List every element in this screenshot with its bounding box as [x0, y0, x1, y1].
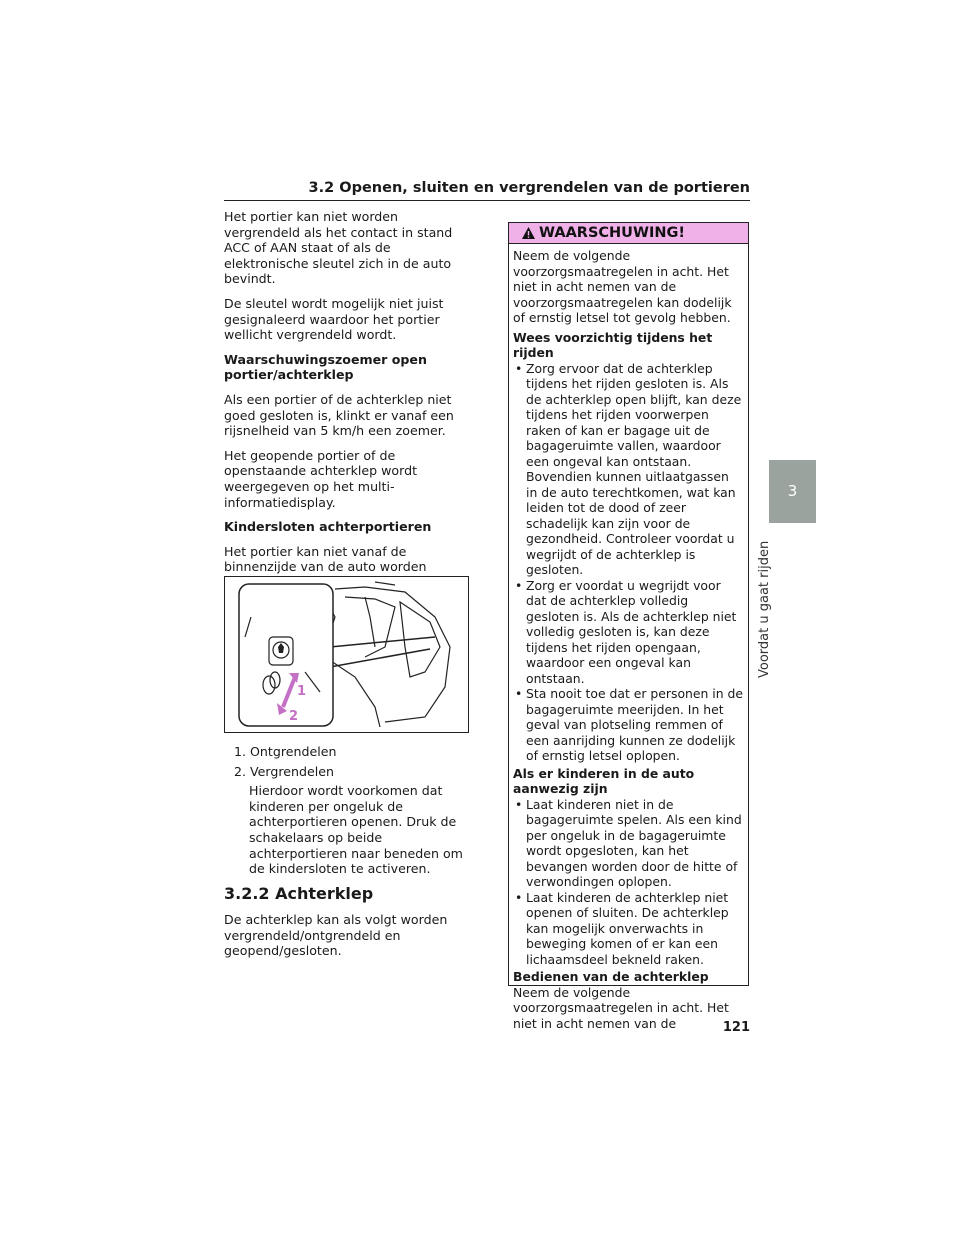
warning-bullet: • Laat kinderen niet in de bagageruimte spelen. Als een kind per ongeluk in de bagageruimte wordt opgesloten, kan het bevangen worden door de hitte of verwondingen oplopen. [513, 797, 744, 890]
page-number: 121 [722, 1020, 750, 1035]
legend-description: Hierdoor wordt voorkomen dat kinderen per ongeluk de achterportieren openen. Druk de schakelaars op beide achterportieren naar beneden om de kindersloten te activeren. [249, 783, 463, 877]
child-lock-illustration [224, 576, 469, 733]
warning-icon [521, 226, 536, 240]
label-2: 2 [289, 709, 299, 724]
warning-title: WAARSCHUWING! [539, 225, 685, 241]
warning-subheading: Wees voorzichtig tijdens het rijden [513, 329, 713, 360]
warning-subheading: Als er kinderen in de auto aanwezig zijn [513, 765, 695, 796]
warning-subheading: Bedienen van de achterklep [513, 969, 709, 984]
section-title: 3.2.2 Achterklep [224, 884, 374, 903]
left-column [224, 209, 469, 615]
label-1: 1 [297, 684, 307, 699]
warning-bullet: • Sta nooit toe dat er personen in de bagageruimte meerijden. In het geval van plotseling remmen of een aanrijding kunnen ze dodelijk of ernstig letsel oplopen. [513, 686, 744, 764]
warning-header [509, 223, 748, 244]
subheading: Waarschuwingszoemer open portier/achterklep [224, 351, 427, 383]
warning-body [509, 244, 748, 1031]
paragraph: Het portier kan niet vanaf de binnenzijde van de auto worden [224, 543, 427, 575]
warning-bullet: • Zorg ervoor dat de achterklep tijdens het rijden gesloten is. Als de achterklep open blijft, kan deze tijdens het rijden voorwerpen raken of kan er bagage uit de bagageruimte vallen, waardoor een ongeval kan ontstaan. Bovendien kunnen uitlaatgassen in de auto terechtkomen, wat kan leiden tot de dood of zeer schadelijk kan zijn voor de gezondheid. Controleer voordat u wegrijdt of de achterklep is gesloten. [513, 361, 744, 578]
warning-outro: Neem de volgende voorzorgsmaatregelen in acht. Het niet in acht nemen van de [513, 984, 729, 1031]
chapter-tab: 3 [769, 460, 816, 523]
legend-item-unlock: 1. Ontgrendelen [234, 744, 337, 759]
warning-intro: Neem de volgende voorzorgsmaatregelen in acht. Het niet in acht nemen van de voorzorgsmaatregelen kan dodelijk of ernstig letsel tot gevolg hebben. [513, 248, 732, 325]
paragraph: Het geopende portier of de openstaande achterklep wordt weergegeven op het multi-informatiedisplay. [224, 447, 418, 510]
warning-bullet: • Zorg er voordat u wegrijdt voor dat de achterklep volledig gesloten is. Als de achterklep niet volledig gesloten is, kan deze tijdens het rijden opengaan, waardoor een ongeval kan ontstaan. [513, 578, 744, 687]
chapter-title [757, 528, 779, 678]
section-header: 3.2 Openen, sluiten en vergrendelen van de portieren [224, 178, 750, 201]
chapter-title-text: Voordat u gaat rijden [757, 540, 772, 678]
section-text: De achterklep kan als volgt worden vergrendeld/ontgrendeld en geopend/gesloten. [224, 912, 448, 959]
legend-item-lock: 2. Vergrendelen [234, 763, 334, 779]
subheading: Kindersloten achterportieren [224, 519, 432, 535]
paragraph: Het portier kan niet worden vergrendeld als het contact in stand ACC of AAN staat of als de elektronische sleutel zich in de auto bevindt. [224, 209, 453, 287]
paragraph: De sleutel wordt mogelijk niet juist gesignaleerd waardoor het portier wellicht vergrendeld wordt. [224, 295, 444, 343]
paragraph: Als een portier of de achterklep niet goed gesloten is, klinkt er vanaf een rijsnelheid van 5 km/h een zoemer. [224, 391, 454, 439]
figure-legend [224, 744, 469, 877]
warning-bullet: • Laat kinderen de achterklep niet openen of sluiten. De achterklep kan mogelijk onverwachts in beweging komen of er kan een lichaamsdeel bekneld raken. [513, 890, 744, 968]
